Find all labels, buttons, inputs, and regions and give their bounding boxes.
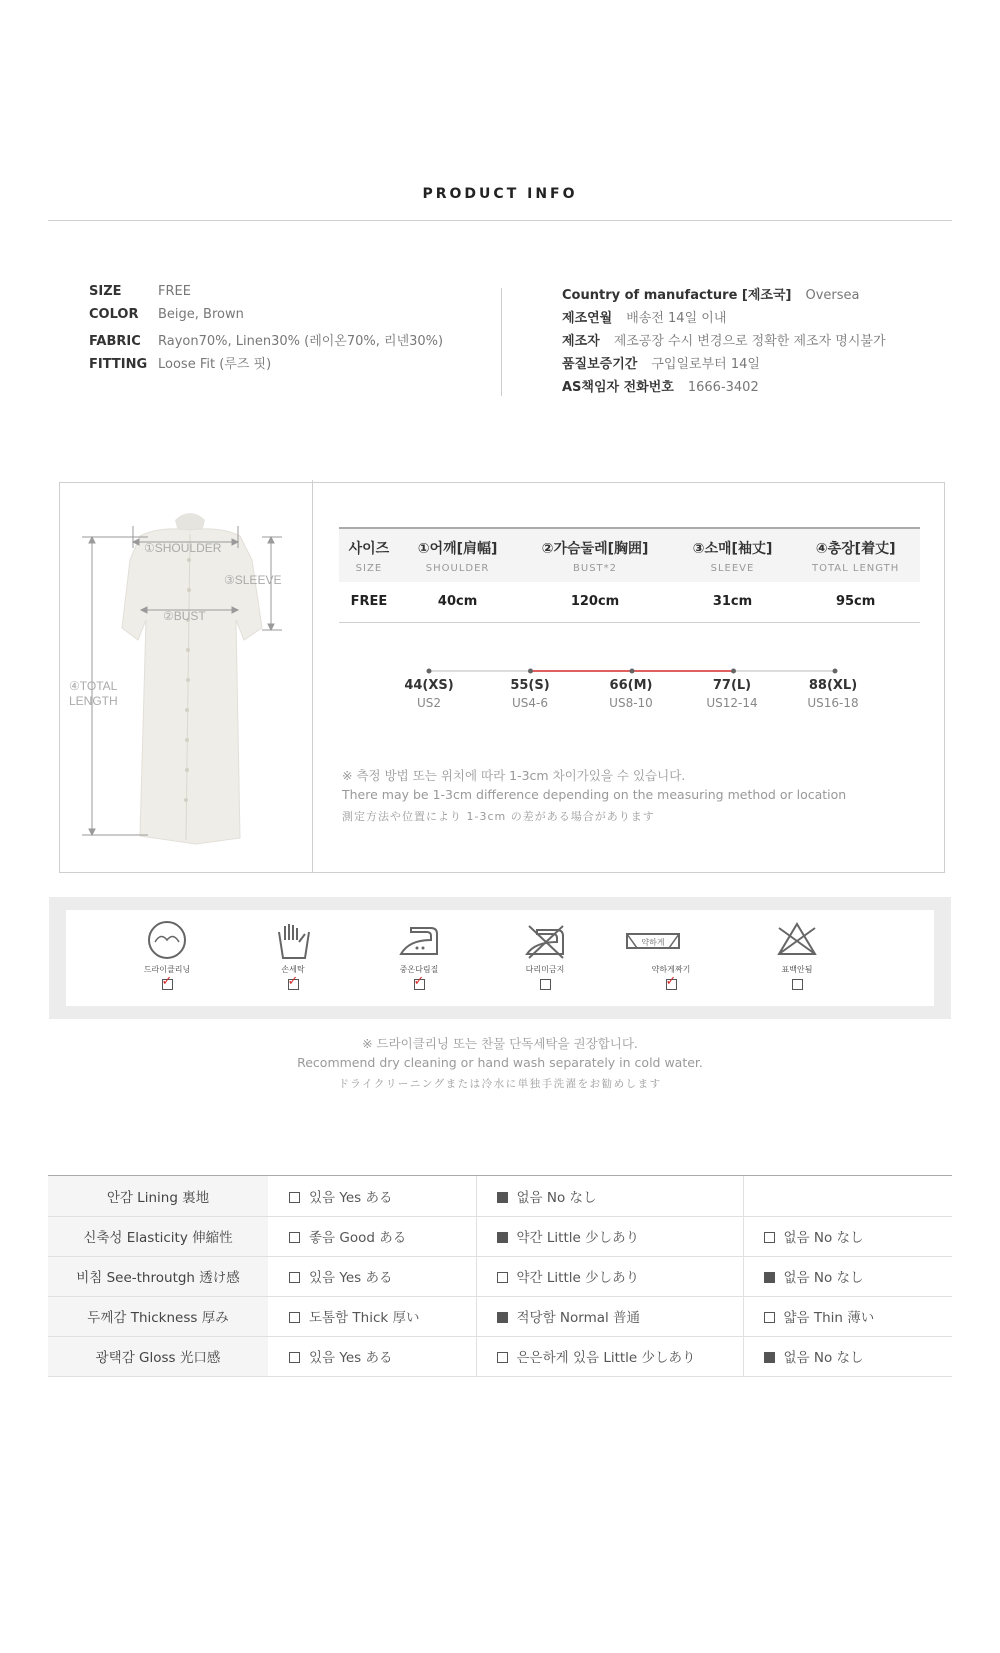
- care-item-no-iron: [505, 918, 585, 990]
- maker-value: Oversea: [805, 288, 860, 303]
- checkbox[interactable]: [764, 1352, 775, 1363]
- sleeve-cell: 31cm: [674, 582, 792, 622]
- maker-label: AS책임자 전화번호: [562, 380, 674, 395]
- option-label: 있음 Yes ある: [309, 1270, 393, 1286]
- fabric-label: 안감 Lining 裏地: [48, 1176, 268, 1216]
- checkbox[interactable]: [764, 1272, 775, 1283]
- scale-dot: [528, 669, 533, 674]
- info-label: FITTING: [89, 357, 148, 372]
- scale-item: [581, 678, 681, 710]
- dry-clean-icon: [145, 918, 189, 962]
- page-title: PRODUCT INFO: [422, 186, 578, 202]
- option-good[interactable]: [268, 1216, 476, 1256]
- care-label: 중온다림질: [399, 965, 439, 974]
- option-label: 좋음 Good ある: [309, 1230, 407, 1246]
- maker-value: 1666-3402: [687, 380, 759, 395]
- option-no[interactable]: [743, 1336, 952, 1376]
- fabric-table: [48, 1175, 952, 1377]
- checkbox[interactable]: [289, 1192, 300, 1203]
- option-label: 있음 Yes ある: [309, 1189, 393, 1206]
- scale-us: US8-10: [609, 696, 653, 710]
- checkbox[interactable]: [497, 1192, 508, 1203]
- total-label-2: LENGTH: [69, 694, 118, 708]
- option-label: 없음 No なし: [516, 1189, 597, 1206]
- option-normal[interactable]: [476, 1296, 743, 1336]
- wring-icon: [623, 918, 683, 962]
- maker-info: [562, 284, 886, 399]
- care-label: 드라이클리닝: [143, 965, 191, 974]
- maker-label: 품질보증기간: [562, 357, 638, 372]
- option-no[interactable]: [476, 1176, 743, 1216]
- fabric-label: 비침 See-throutgh 透け感: [48, 1256, 268, 1296]
- fabric-label: 광택감 Gloss 光口感: [48, 1336, 268, 1376]
- wash-note-jp: ドライクリーニングまたは冷水に単独手洗濯をお勧めします: [338, 1078, 662, 1090]
- option-label: 도톰함 Thick 厚い: [309, 1310, 420, 1326]
- total-cell: 95cm: [791, 582, 920, 622]
- option-yes[interactable]: [268, 1256, 476, 1296]
- measure-note-jp: 測定方法や位置により 1-3cm の差がある場合があります: [342, 810, 655, 823]
- maker-label: Country of manufacture [제조국]: [562, 288, 792, 303]
- wash-note-kr: ※ 드라이클리닝 또는 찬물 단독세탁을 권장합니다.: [362, 1036, 638, 1051]
- scale-us: US2: [416, 696, 442, 710]
- no-iron-icon: [523, 918, 567, 962]
- size-table: [339, 527, 920, 623]
- fabric-row-elasticity: [48, 1216, 952, 1256]
- option-label: 있음 Yes ある: [309, 1350, 393, 1366]
- scale-item: [783, 678, 883, 710]
- scale-us: US16-18: [807, 696, 859, 710]
- size-scale-line: [380, 664, 900, 678]
- option-no[interactable]: [743, 1216, 952, 1256]
- info-label: SIZE: [89, 284, 122, 299]
- shoulder-header: ①어깨[肩幅]: [399, 528, 517, 558]
- maker-row: [562, 284, 886, 307]
- info-value: Loose Fit (루즈 핏): [158, 357, 272, 372]
- care-item-hand-wash: [253, 918, 333, 990]
- sleeve-header: ③소매[袖丈]: [674, 528, 792, 558]
- option-label: 없음 No なし: [783, 1230, 864, 1246]
- bust-header: ②가슴둘레[胸囲]: [516, 528, 673, 558]
- measure-note-en: There may be 1-3cm difference depending on the measuring method or location: [342, 787, 847, 802]
- scale-kr: 55(S): [510, 678, 550, 693]
- wash-note: [0, 1034, 1000, 1097]
- option-yes[interactable]: [268, 1336, 476, 1376]
- option-yes[interactable]: [268, 1176, 476, 1216]
- scale-us: US12-14: [706, 696, 758, 710]
- scale-kr: 44(XS): [404, 678, 454, 693]
- fabric-label: 두께감 Thickness 厚み: [48, 1296, 268, 1336]
- care-item-no-bleach: [757, 918, 837, 990]
- info-label: COLOR: [89, 307, 139, 322]
- info-divider: [501, 288, 502, 396]
- maker-value: 배송전 14일 이내: [626, 311, 727, 326]
- option-label: 적당함 Normal 普通: [516, 1310, 641, 1326]
- fabric-row-gloss: [48, 1336, 952, 1376]
- maker-value: 구입일로부터 14일: [651, 357, 760, 372]
- iron-icon: [397, 918, 441, 962]
- info-label: FABRIC: [89, 334, 141, 349]
- care-checkbox[interactable]: ✓: [413, 974, 425, 989]
- option-thin[interactable]: [743, 1296, 952, 1336]
- fabric-row-lining: [48, 1176, 952, 1216]
- svg-text:약하게: 약하게: [641, 938, 665, 947]
- option-empty: [743, 1176, 952, 1216]
- option-label: 은은하게 있음 Little 少しあり: [516, 1350, 696, 1366]
- option-label: 약간 Little 少しあり: [516, 1270, 640, 1286]
- size-cell: FREE: [339, 582, 399, 622]
- care-checkbox[interactable]: ✓: [665, 974, 677, 989]
- garment-diagram: [0, 0, 320, 880]
- scale-item: [379, 678, 479, 710]
- checkbox[interactable]: [764, 1312, 775, 1323]
- option-label: 약간 Little 少しあり: [516, 1230, 640, 1246]
- bust-label: ②BUST: [163, 609, 206, 623]
- scale-dot: [630, 669, 635, 674]
- shoulder-cell: 40cm: [399, 582, 517, 622]
- option-little[interactable]: [476, 1216, 743, 1256]
- table-row: [339, 582, 920, 622]
- total-header: ④총장[着丈]: [791, 528, 920, 558]
- scale-dot: [427, 669, 432, 674]
- wash-note-en: Recommend dry cleaning or hand wash separately in cold water.: [297, 1055, 703, 1070]
- bust-subheader: BUST*2: [516, 558, 673, 582]
- checkbox[interactable]: [497, 1232, 508, 1243]
- size-scale: [380, 664, 900, 724]
- maker-value: 제조공장 수시 변경으로 정확한 제조자 명시불가: [613, 334, 886, 349]
- scale-kr: 88(XL): [808, 678, 858, 693]
- info-value: FREE: [158, 284, 191, 299]
- maker-row: [562, 353, 886, 376]
- care-label: 표백안됨: [781, 965, 813, 974]
- shoulder-subheader: SHOULDER: [399, 558, 517, 582]
- option-little[interactable]: [476, 1256, 743, 1296]
- maker-row: [562, 330, 886, 353]
- checkbox[interactable]: [497, 1312, 508, 1323]
- option-no[interactable]: [743, 1256, 952, 1296]
- fabric-row-see-through: [48, 1256, 952, 1296]
- care-label: 다리미금지: [525, 965, 565, 974]
- bust-cell: 120cm: [516, 582, 673, 622]
- scale-item: [682, 678, 782, 710]
- scale-kr: 77(L): [712, 678, 752, 693]
- size-subheader: SIZE: [339, 558, 399, 582]
- no-bleach-icon: [775, 918, 819, 962]
- scale-item: [480, 678, 580, 710]
- shoulder-label: ①SHOULDER: [144, 541, 222, 555]
- total-subheader: TOTAL LENGTH: [791, 558, 920, 582]
- fabric-label: 신축성 Elasticity 伸縮性: [48, 1216, 268, 1256]
- care-checkbox[interactable]: ✓: [161, 974, 173, 989]
- option-label: 얇음 Thin 薄い: [783, 1310, 875, 1326]
- fabric-row-thickness: [48, 1296, 952, 1336]
- checkbox[interactable]: [289, 1272, 300, 1283]
- info-value: Rayon70%, Linen30% (레이온70%, 리넨30%): [158, 334, 444, 349]
- care-item-dry-clean: [127, 918, 207, 990]
- maker-row: [562, 376, 886, 399]
- measure-note: [342, 766, 846, 829]
- sleeve-subheader: SLEEVE: [674, 558, 792, 582]
- care-checkbox[interactable]: ✓: [287, 974, 299, 989]
- care-label: 약하게짜기: [651, 965, 691, 974]
- option-little[interactable]: [476, 1336, 743, 1376]
- checkbox[interactable]: [289, 1312, 300, 1323]
- checkbox[interactable]: [764, 1232, 775, 1243]
- scale-us: US4-6: [512, 696, 548, 710]
- sleeve-label: ③SLEEVE: [224, 573, 282, 587]
- total-label-1: ④TOTAL: [69, 679, 118, 693]
- care-item-iron: [379, 918, 459, 990]
- scale-dot: [833, 669, 838, 674]
- maker-row: [562, 307, 886, 330]
- checkbox[interactable]: [497, 1352, 508, 1363]
- care-checkbox[interactable]: [540, 979, 551, 990]
- care-checkbox[interactable]: [792, 979, 803, 990]
- size-header: 사이즈: [339, 528, 399, 558]
- checkbox[interactable]: [289, 1352, 300, 1363]
- checkbox[interactable]: [497, 1272, 508, 1283]
- info-value: Beige, Brown: [158, 307, 244, 322]
- hand-wash-icon: [271, 918, 315, 962]
- care-label: 손세탁: [281, 965, 305, 974]
- option-thick[interactable]: [268, 1296, 476, 1336]
- option-label: 없음 No なし: [783, 1270, 864, 1286]
- checkbox[interactable]: [289, 1232, 300, 1243]
- scale-dot: [731, 669, 736, 674]
- scale-kr: 66(M): [609, 678, 653, 693]
- option-label: 없음 No なし: [783, 1350, 864, 1366]
- maker-label: 제조자: [562, 334, 600, 349]
- care-item-wring: [631, 918, 711, 990]
- maker-label: 제조연월: [562, 311, 613, 326]
- measure-note-kr: ※ 측정 방법 또는 위치에 따라 1-3cm 차이가있을 수 있습니다.: [342, 768, 686, 783]
